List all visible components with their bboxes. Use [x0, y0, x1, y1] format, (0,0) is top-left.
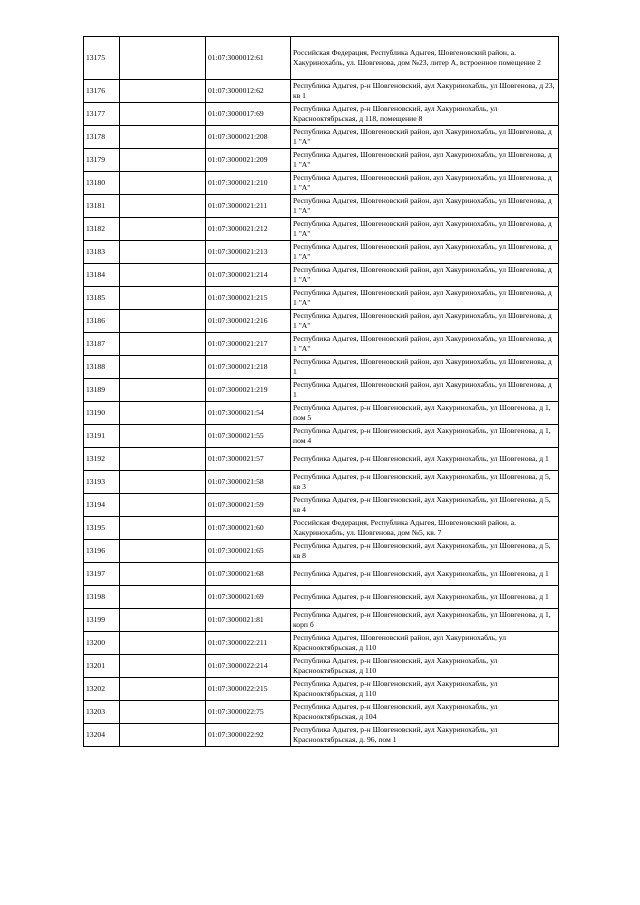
cadastral-number-cell: 01:07:3000021:54 [206, 402, 291, 425]
row-number-cell: 13191 [84, 425, 120, 448]
table-row [84, 678, 559, 701]
address-cell: Республика Адыгея, р-н Шовгеновский, аул Хакуринохабль, ул Краснооктябрьская, д 110 [291, 655, 559, 678]
row-number-cell: 13192 [84, 448, 120, 471]
row-number-cell: 13193 [84, 471, 120, 494]
address-cell: Российская Федерация, Республика Адыгея, Шовгеновский район, а. Хакуринохабль, ул. Шовгенова, дом №5, кв. 7 [291, 517, 559, 540]
empty-cell [120, 517, 206, 540]
cadastral-number-cell: 01:07:3000021:81 [206, 609, 291, 632]
table-row [84, 402, 559, 425]
row-number-cell: 13179 [84, 149, 120, 172]
address-cell: Республика Адыгея, Шовгеновский район, аул Хакуринохабль, ул Шовгенова, д 1 "А" [291, 241, 559, 264]
address-cell: Республика Адыгея, р-н Шовгеновский, аул Хакуринохабль, ул Шовгенова, д 5, кв 4 [291, 494, 559, 517]
address-cell: Российская Федерация, Республика Адыгея, Шовгеновский район, а. Хакуринохабль, ул. Шовгенова, дом №23, литер А, встроенное помещение 2 [291, 37, 559, 80]
empty-cell [120, 195, 206, 218]
row-number-cell: 13185 [84, 287, 120, 310]
address-cell: Республика Адыгея, Шовгеновский район, аул Хакуринохабль, ул Шовгенова, д 1 [291, 379, 559, 402]
cadastral-number-cell: 01:07:3000021:208 [206, 126, 291, 149]
address-cell: Республика Адыгея, р-н Шовгеновский, аул Хакуринохабль, ул Шовгенова, д 1, пом 5 [291, 402, 559, 425]
empty-cell [120, 241, 206, 264]
row-number-cell: 13199 [84, 609, 120, 632]
table-row [84, 471, 559, 494]
empty-cell [120, 471, 206, 494]
cadastral-number-cell: 01:07:3000021:210 [206, 172, 291, 195]
row-number-cell: 13176 [84, 80, 120, 103]
address-cell: Республика Адыгея, р-н Шовгеновский, аул Хакуринохабль, ул Шовгенова, д 1, корп б [291, 609, 559, 632]
cadastral-number-cell: 01:07:3000022:92 [206, 724, 291, 747]
table-row [84, 517, 559, 540]
empty-cell [120, 103, 206, 126]
address-cell: Республика Адыгея, р-н Шовгеновский, аул Хакуринохабль, ул Шовгенова, д 23, кв 1 [291, 80, 559, 103]
cadastral-number-cell: 01:07:3000021:68 [206, 563, 291, 586]
row-number-cell: 13202 [84, 678, 120, 701]
row-number-cell: 13187 [84, 333, 120, 356]
empty-cell [120, 494, 206, 517]
cadastral-number-cell: 01:07:3000021:217 [206, 333, 291, 356]
row-number-cell: 13186 [84, 310, 120, 333]
address-cell: Республика Адыгея, Шовгеновский район, аул Хакуринохабль, ул Краснооктябрьская, д 110 [291, 632, 559, 655]
table-row [84, 494, 559, 517]
row-number-cell: 13184 [84, 264, 120, 287]
table-row [84, 563, 559, 586]
table-body [84, 37, 559, 747]
address-cell: Республика Адыгея, Шовгеновский район, аул Хакуринохабль, ул Шовгенова, д 1 "А" [291, 333, 559, 356]
table-row [84, 425, 559, 448]
address-cell: Республика Адыгея, Шовгеновский район, аул Хакуринохабль, ул Шовгенова, д 1 [291, 356, 559, 379]
table-row [84, 632, 559, 655]
address-cell: Республика Адыгея, р-н Шовгеновский, аул Хакуринохабль, ул Шовгенова, д 1 [291, 448, 559, 471]
cadastral-number-cell: 01:07:3000021:60 [206, 517, 291, 540]
empty-cell [120, 126, 206, 149]
cadastral-number-cell: 01:07:3000021:59 [206, 494, 291, 517]
cadastral-number-cell: 01:07:3000021:69 [206, 586, 291, 609]
cadastral-number-cell: 01:07:3000022:214 [206, 655, 291, 678]
empty-cell [120, 172, 206, 195]
empty-cell [120, 264, 206, 287]
table-row [84, 241, 559, 264]
cadastral-number-cell: 01:07:3000021:209 [206, 149, 291, 172]
row-number-cell: 13190 [84, 402, 120, 425]
empty-cell [120, 149, 206, 172]
table-row [84, 103, 559, 126]
row-number-cell: 13200 [84, 632, 120, 655]
property-registry-table [83, 36, 559, 747]
row-number-cell: 13181 [84, 195, 120, 218]
empty-cell [120, 287, 206, 310]
empty-cell [120, 655, 206, 678]
empty-cell [120, 37, 206, 80]
address-cell: Республика Адыгея, Шовгеновский район, аул Хакуринохабль, ул Шовгенова, д 1 "А" [291, 126, 559, 149]
table-row [84, 540, 559, 563]
empty-cell [120, 586, 206, 609]
address-cell: Республика Адыгея, Шовгеновский район, аул Хакуринохабль, ул Шовгенова, д 1 "А" [291, 195, 559, 218]
address-cell: Республика Адыгея, р-н Шовгеновский, аул Хакуринохабль, ул Шовгенова, д 5, кв 3 [291, 471, 559, 494]
empty-cell [120, 701, 206, 724]
empty-cell [120, 632, 206, 655]
table-row [84, 264, 559, 287]
address-cell: Республика Адыгея, Шовгеновский район, аул Хакуринохабль, ул Шовгенова, д 1 "А" [291, 172, 559, 195]
row-number-cell: 13175 [84, 37, 120, 80]
row-number-cell: 13177 [84, 103, 120, 126]
table-row [84, 149, 559, 172]
cadastral-number-cell: 01:07:3000021:214 [206, 264, 291, 287]
address-cell: Республика Адыгея, Шовгеновский район, аул Хакуринохабль, ул Шовгенова, д 1 "А" [291, 149, 559, 172]
table-row [84, 448, 559, 471]
cadastral-number-cell: 01:07:3000021:215 [206, 287, 291, 310]
row-number-cell: 13197 [84, 563, 120, 586]
empty-cell [120, 379, 206, 402]
empty-cell [120, 448, 206, 471]
empty-cell [120, 218, 206, 241]
empty-cell [120, 333, 206, 356]
row-number-cell: 13201 [84, 655, 120, 678]
table-row [84, 701, 559, 724]
cadastral-number-cell: 01:07:3000021:57 [206, 448, 291, 471]
address-cell: Республика Адыгея, р-н Шовгеновский, аул Хакуринохабль, ул Краснооктябрьская, д 110 [291, 678, 559, 701]
empty-cell [120, 402, 206, 425]
address-cell: Республика Адыгея, р-н Шовгеновский, аул Хакуринохабль, ул Краснооктябрьская, д 104 [291, 701, 559, 724]
cadastral-number-cell: 01:07:3000012:61 [206, 37, 291, 80]
cadastral-number-cell: 01:07:3000021:218 [206, 356, 291, 379]
empty-cell [120, 80, 206, 103]
row-number-cell: 13178 [84, 126, 120, 149]
cadastral-number-cell: 01:07:3000021:58 [206, 471, 291, 494]
table-row [84, 356, 559, 379]
row-number-cell: 13183 [84, 241, 120, 264]
row-number-cell: 13194 [84, 494, 120, 517]
empty-cell [120, 563, 206, 586]
row-number-cell: 13180 [84, 172, 120, 195]
table-row [84, 310, 559, 333]
row-number-cell: 13188 [84, 356, 120, 379]
address-cell: Республика Адыгея, Шовгеновский район, аул Хакуринохабль, ул Шовгенова, д 1 "А" [291, 264, 559, 287]
address-cell: Республика Адыгея, р-н Шовгеновский, аул Хакуринохабль, ул Шовгенова, д 1, пом 4 [291, 425, 559, 448]
address-cell: Республика Адыгея, р-н Шовгеновский, аул Хакуринохабль, ул Шовгенова, д 1 [291, 563, 559, 586]
cadastral-number-cell: 01:07:3000012:62 [206, 80, 291, 103]
table-row [84, 586, 559, 609]
empty-cell [120, 724, 206, 747]
address-cell: Республика Адыгея, р-н Шовгеновский, аул Хакуринохабль, ул Шовгенова, д 1 [291, 586, 559, 609]
empty-cell [120, 425, 206, 448]
table-row [84, 80, 559, 103]
row-number-cell: 13195 [84, 517, 120, 540]
address-cell: Республика Адыгея, Шовгеновский район, аул Хакуринохабль, ул Шовгенова, д 1 "А" [291, 310, 559, 333]
row-number-cell: 13204 [84, 724, 120, 747]
row-number-cell: 13198 [84, 586, 120, 609]
address-cell: Республика Адыгея, р-н Шовгеновский, аул Хакуринохабль, ул Шовгенова, д 5, кв 8 [291, 540, 559, 563]
cadastral-number-cell: 01:07:3000021:212 [206, 218, 291, 241]
table-row [84, 379, 559, 402]
empty-cell [120, 310, 206, 333]
table-row [84, 724, 559, 747]
cadastral-number-cell: 01:07:3000022:215 [206, 678, 291, 701]
table-row [84, 37, 559, 80]
table-row [84, 218, 559, 241]
address-cell: Республика Адыгея, Шовгеновский район, аул Хакуринохабль, ул Шовгенова, д 1 "А" [291, 218, 559, 241]
cadastral-number-cell: 01:07:3000022:75 [206, 701, 291, 724]
empty-cell [120, 678, 206, 701]
table-row [84, 126, 559, 149]
empty-cell [120, 609, 206, 632]
table-row [84, 195, 559, 218]
row-number-cell: 13182 [84, 218, 120, 241]
empty-cell [120, 356, 206, 379]
empty-cell [120, 540, 206, 563]
cadastral-number-cell: 01:07:3000021:213 [206, 241, 291, 264]
address-cell: Республика Адыгея, р-н Шовгеновский, аул Хакуринохабль, ул Краснооктябрьская, д 118, помещение 8 [291, 103, 559, 126]
table-row [84, 655, 559, 678]
cadastral-number-cell: 01:07:3000021:211 [206, 195, 291, 218]
cadastral-number-cell: 01:07:3000021:65 [206, 540, 291, 563]
cadastral-number-cell: 01:07:3000022:211 [206, 632, 291, 655]
table-row [84, 333, 559, 356]
cadastral-number-cell: 01:07:3000017:69 [206, 103, 291, 126]
row-number-cell: 13189 [84, 379, 120, 402]
cadastral-number-cell: 01:07:3000021:216 [206, 310, 291, 333]
row-number-cell: 13203 [84, 701, 120, 724]
cadastral-number-cell: 01:07:3000021:219 [206, 379, 291, 402]
address-cell: Республика Адыгея, Шовгеновский район, аул Хакуринохабль, ул Шовгенова, д 1 "А" [291, 287, 559, 310]
cadastral-number-cell: 01:07:3000021:55 [206, 425, 291, 448]
table-row [84, 609, 559, 632]
address-cell: Республика Адыгея, р-н Шовгеновский, аул Хакуринохабль, ул Краснооктябрьская, д. 96, пом 1 [291, 724, 559, 747]
table-row [84, 287, 559, 310]
row-number-cell: 13196 [84, 540, 120, 563]
table-row [84, 172, 559, 195]
